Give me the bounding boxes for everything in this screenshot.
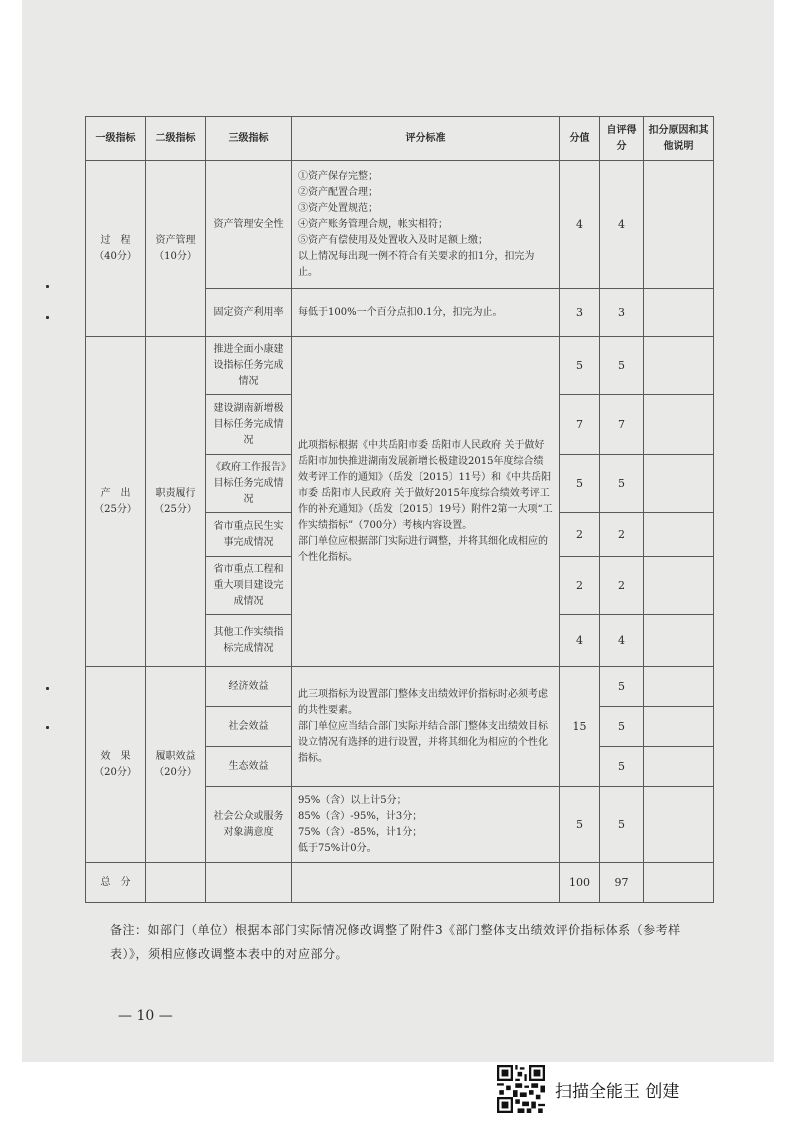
indicator-cell: 社会公众或服务对象满意度	[206, 787, 292, 863]
score-cell: 15	[560, 667, 600, 787]
indicator-cell: 社会效益	[206, 707, 292, 747]
output-level1	[86, 337, 146, 667]
reason-cell	[644, 161, 714, 289]
reason-cell	[644, 667, 714, 707]
output-level2	[146, 337, 206, 667]
total-label: 总 分	[86, 863, 146, 903]
self-score-cell: 3	[600, 289, 644, 337]
criteria-cell	[292, 289, 560, 337]
self-score-cell: 4	[600, 161, 644, 289]
table-header-row	[86, 117, 714, 161]
qr-code-icon	[497, 1065, 545, 1113]
reason-cell	[644, 395, 714, 455]
self-score-cell: 5	[600, 455, 644, 513]
score-cell: 4	[560, 615, 600, 667]
reason-cell	[644, 513, 714, 557]
score-cell: 2	[560, 513, 600, 557]
criteria-line: 低于75%计0分。	[298, 842, 377, 854]
indicator-cell: 资产管理安全性	[206, 161, 292, 289]
score-cell: 5	[560, 455, 600, 513]
criteria-line: 此三项指标为设置部门整体支出绩效评价指标时必须考虑的共性要素。	[298, 688, 548, 716]
reason-cell	[644, 747, 714, 787]
scan-dot	[46, 687, 49, 690]
empty-cell	[146, 863, 206, 903]
criteria-line: 95%（含）以上计5分；	[298, 794, 407, 806]
criteria-line: 部门单位应当结合部门实际并结合部门整体支出绩效目标设立情况有选择的进行设置，并将其细化为相应的个性化指标。	[298, 720, 548, 764]
criteria-cell	[292, 787, 560, 863]
indicator-cell: 生态效益	[206, 747, 292, 787]
criteria-cell	[292, 667, 560, 787]
remark-note: 备注：如部门（单位）根据本部门实际情况修改调整了附件3《部门整体支出绩效评价指标体系（参考样表）》，须相应修改调整本表中的对应部分。	[110, 923, 681, 961]
total-self-score: 97	[600, 863, 644, 903]
reason-cell	[644, 289, 714, 337]
indicator-cell: 《政府工作报告》目标任务完成情况	[206, 455, 292, 513]
effect-level2	[146, 667, 206, 863]
indicator-cell: 其他工作实绩指标完成情况	[206, 615, 292, 667]
reason-cell	[644, 707, 714, 747]
effect-level1-score: （20分）	[94, 766, 137, 778]
empty-cell	[206, 863, 292, 903]
output-level2-score: （25分）	[154, 503, 197, 515]
table-row	[86, 337, 714, 395]
table-row	[86, 161, 714, 289]
criteria-line: ⑤资产有偿使用及处置收入及时足额上缴；	[298, 234, 488, 246]
effect-level2-score: （20分）	[154, 766, 197, 778]
output-level2-label: 职责履行	[155, 487, 196, 499]
score-cell: 7	[560, 395, 600, 455]
process-level1	[86, 161, 146, 337]
self-score-cell: 5	[600, 667, 644, 707]
criteria-line: 每低于100%一个百分点扣0.1分，扣完为止。	[298, 306, 503, 318]
process-level2-label: 资产管理	[155, 234, 196, 246]
reason-cell	[644, 615, 714, 667]
scanner-watermark	[497, 1063, 757, 1115]
criteria-line: 此项指标根据《中共岳阳市委 岳阳市人民政府 关于做好岳阳市加快推进湖南发展新增长极建设2015年度综合绩效考评工作的通知》（岳发〔2015〕11号）和《中共岳阳市委 岳阳市人民政府 关于做好2015年度综合绩效考评工作的补充通知》（岳发〔2015〕19号）附件2第一大项“工作实绩指标”（700分）考核内容设置。	[298, 439, 553, 531]
total-score: 100	[560, 863, 600, 903]
score-cell: 2	[560, 557, 600, 615]
total-row	[86, 863, 714, 903]
self-score-cell: 2	[600, 513, 644, 557]
criteria-cell	[292, 337, 560, 667]
criteria-line: ④资产账务管理合规，帐实相符；	[298, 218, 448, 230]
process-level1-label: 过 程	[100, 234, 131, 246]
effect-level1	[86, 667, 146, 863]
criteria-cell	[292, 161, 560, 289]
indicator-cell: 建设湖南新增极目标任务完成情况	[206, 395, 292, 455]
page-number: — 10 —	[118, 1008, 173, 1024]
score-cell: 5	[560, 337, 600, 395]
self-score-cell: 5	[600, 747, 644, 787]
header-criteria: 评分标准	[292, 117, 560, 161]
output-level1-label: 产 出	[100, 487, 131, 499]
header-level2: 二级指标	[146, 117, 206, 161]
criteria-line: ②资产配置合理；	[298, 186, 378, 198]
output-level1-score: （25分）	[94, 503, 137, 515]
indicator-cell: 经济效益	[206, 667, 292, 707]
score-cell: 3	[560, 289, 600, 337]
table-row	[86, 667, 714, 707]
reason-cell	[644, 787, 714, 863]
criteria-line: ③资产处置规范；	[298, 202, 378, 214]
self-score-cell: 7	[600, 395, 644, 455]
effect-level1-label: 效 果	[100, 750, 131, 762]
header-self: 自评得分	[600, 117, 644, 161]
empty-cell	[292, 863, 560, 903]
indicator-cell: 固定资产利用率	[206, 289, 292, 337]
criteria-line: ①资产保存完整；	[298, 170, 378, 182]
self-score-cell: 5	[600, 707, 644, 747]
criteria-line: 75%（含）-85%，计1分；	[298, 826, 423, 838]
process-level2	[146, 161, 206, 337]
self-score-cell: 4	[600, 615, 644, 667]
scan-dot	[46, 316, 49, 319]
criteria-line: 部门单位应根据部门实际进行调整，并将其细化成相应的个性化指标。	[298, 535, 548, 563]
criteria-line: 85%（含）-95%，计3分；	[298, 810, 423, 822]
indicator-cell: 推进全面小康建设指标任务完成情况	[206, 337, 292, 395]
indicator-cell: 省市重点民生实事完成情况	[206, 513, 292, 557]
indicator-cell: 省市重点工程和重大项目建设完成情况	[206, 557, 292, 615]
score-cell: 5	[560, 787, 600, 863]
score-cell: 4	[560, 161, 600, 289]
scan-dot	[46, 726, 49, 729]
scanner-brand-text: 扫描全能王 创建	[555, 1081, 680, 1102]
self-score-cell: 5	[600, 787, 644, 863]
scan-dot	[46, 285, 49, 288]
header-score: 分值	[560, 117, 600, 161]
self-score-cell: 2	[600, 557, 644, 615]
header-reason: 扣分原因和其他说明	[644, 117, 714, 161]
effect-level2-label: 履职效益	[155, 750, 196, 762]
evaluation-table	[85, 116, 714, 903]
header-level1: 一级指标	[86, 117, 146, 161]
process-level2-score: （10分）	[154, 250, 197, 262]
criteria-line: 以上情况每出现一例不符合有关要求的扣1分，扣完为止。	[298, 250, 535, 278]
reason-cell	[644, 337, 714, 395]
process-level1-score: （40分）	[94, 250, 137, 262]
self-score-cell: 5	[600, 337, 644, 395]
reason-cell	[644, 455, 714, 513]
reason-cell	[644, 557, 714, 615]
reason-cell	[644, 863, 714, 903]
header-level3: 三级指标	[206, 117, 292, 161]
